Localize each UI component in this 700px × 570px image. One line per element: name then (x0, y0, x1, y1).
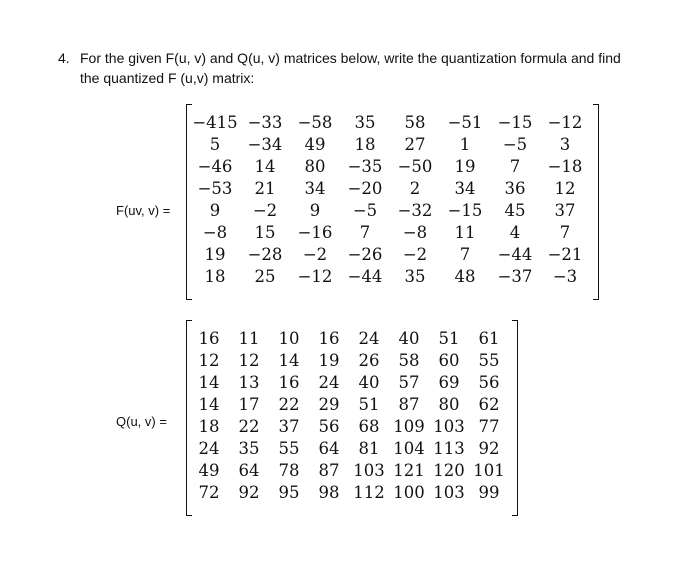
q-matrix-cell: 68 (358, 417, 380, 436)
f-matrix-cell: −12 (297, 267, 333, 286)
q-matrix-cell: 51 (438, 329, 460, 348)
q-matrix-cell: 92 (478, 439, 500, 458)
f-matrix-cell: −15 (497, 113, 533, 132)
f-matrix-row (186, 178, 599, 199)
f-matrix-cell: −44 (347, 267, 383, 286)
q-matrix-cell: 24 (198, 439, 220, 458)
q-matrix-cell: 81 (358, 439, 380, 458)
f-matrix-cell: −3 (552, 267, 578, 286)
q-matrix-cell: 16 (198, 329, 220, 348)
f-matrix-cell: 80 (304, 157, 326, 176)
f-matrix-label: F(uv, v) = (116, 203, 171, 218)
q-matrix-cell: 10 (278, 329, 300, 348)
f-matrix-cell: 4 (509, 223, 521, 242)
f-matrix-cell: 18 (204, 267, 226, 286)
f-matrix-cell: −44 (497, 245, 533, 264)
f-matrix-cell: 2 (409, 179, 421, 198)
q-matrix-cell: 16 (318, 329, 340, 348)
f-matrix-cell: 15 (254, 223, 276, 242)
f-matrix-cell: 5 (209, 135, 221, 154)
f-matrix-row (186, 200, 599, 221)
q-matrix-row (186, 416, 518, 437)
f-matrix-cell: −5 (502, 135, 528, 154)
q-matrix-cell: 16 (278, 373, 300, 392)
f-matrix-row (186, 156, 599, 177)
f-matrix-row (186, 244, 599, 265)
q-matrix-row (186, 394, 518, 415)
f-matrix-cell: 1 (459, 135, 471, 154)
f-matrix-cell: 35 (354, 113, 376, 132)
f-matrix-cell: −46 (197, 157, 233, 176)
q-matrix-cell: 40 (398, 329, 420, 348)
q-matrix-cell: 19 (318, 351, 340, 370)
f-matrix-cell: 36 (504, 179, 526, 198)
q-matrix-cell: 14 (198, 395, 220, 414)
f-matrix-cell: −50 (397, 157, 433, 176)
q-matrix-cell: 14 (278, 351, 300, 370)
q-matrix-cell: 72 (198, 483, 220, 502)
f-matrix-cell: −8 (202, 223, 228, 242)
q-matrix-cell: 92 (238, 483, 260, 502)
q-matrix-cell: 64 (318, 439, 340, 458)
q-matrix-cell: 11 (238, 329, 260, 348)
f-matrix-cell: 35 (404, 267, 426, 286)
q-matrix-cell: 35 (238, 439, 260, 458)
q-matrix-cell: 121 (393, 461, 425, 480)
q-matrix-cell: 49 (198, 461, 220, 480)
q-matrix-cell: 18 (198, 417, 220, 436)
f-matrix-cell: 11 (454, 223, 476, 242)
f-matrix-row (186, 222, 599, 243)
f-matrix-cell: 25 (254, 267, 276, 286)
question-text-line-1: For the given F(u, v) and Q(u, v) matrices below, write the quantization formula and find (80, 50, 621, 66)
question-number: 4. (58, 50, 70, 66)
f-matrix-cell: −21 (547, 245, 583, 264)
q-matrix-label: Q(u, v) = (116, 414, 167, 429)
q-matrix-cell: 37 (278, 417, 300, 436)
f-matrix-cell: −18 (547, 157, 583, 176)
q-matrix-cell: 87 (318, 461, 340, 480)
q-matrix-cell: 100 (393, 483, 425, 502)
q-matrix-cell: 113 (433, 439, 465, 458)
q-matrix-cell: 60 (438, 351, 460, 370)
f-matrix (186, 104, 599, 300)
f-matrix-cell: 7 (459, 245, 471, 264)
q-matrix-cell: 40 (358, 373, 380, 392)
q-matrix-cell: 99 (478, 483, 500, 502)
f-matrix-cell: −2 (402, 245, 428, 264)
q-matrix-cell: 87 (398, 395, 420, 414)
q-matrix-cell: 22 (238, 417, 260, 436)
q-matrix-cell: 12 (198, 351, 220, 370)
f-matrix-cell: 9 (309, 201, 321, 220)
f-matrix-cell: −2 (302, 245, 328, 264)
q-matrix-cell: 58 (398, 351, 420, 370)
f-matrix-cell: −35 (347, 157, 383, 176)
q-matrix-cell: 56 (318, 417, 340, 436)
q-matrix-cell: 26 (358, 351, 380, 370)
q-matrix-cell: 78 (278, 461, 300, 480)
f-matrix-cell: 34 (454, 179, 476, 198)
q-matrix-cell: 95 (278, 483, 300, 502)
q-matrix-cell: 112 (353, 483, 385, 502)
f-matrix-cell: 9 (209, 201, 221, 220)
q-matrix-cell: 77 (478, 417, 500, 436)
question-text-line-2: the quantized F (u,v) matrix: (80, 70, 255, 86)
f-matrix-cell: −58 (297, 113, 333, 132)
q-matrix-cell: 109 (393, 417, 425, 436)
f-matrix-cell: −33 (247, 113, 283, 132)
q-matrix-cell: 101 (473, 461, 505, 480)
f-matrix-cell: 27 (404, 135, 426, 154)
f-matrix-cell: 37 (554, 201, 576, 220)
q-matrix-row (186, 372, 518, 393)
f-matrix-cell: 19 (454, 157, 476, 176)
q-matrix-cell: 62 (478, 395, 500, 414)
q-matrix-cell: 51 (358, 395, 380, 414)
f-matrix-cell: 49 (304, 135, 326, 154)
f-matrix-cell: 21 (254, 179, 276, 198)
f-matrix-cell: 18 (354, 135, 376, 154)
f-matrix-cell: −53 (197, 179, 233, 198)
q-matrix-cell: 17 (238, 395, 260, 414)
q-matrix-cell: 14 (198, 373, 220, 392)
f-matrix-cell: −5 (352, 201, 378, 220)
q-matrix-cell: 24 (318, 373, 340, 392)
q-matrix-cell: 103 (433, 483, 465, 502)
f-matrix-row (186, 266, 599, 287)
f-matrix-cell: 7 (509, 157, 521, 176)
q-matrix-cell: 103 (353, 461, 385, 480)
q-matrix-cell: 103 (433, 417, 465, 436)
f-matrix-cell: −415 (192, 113, 238, 132)
f-matrix-cell: −20 (347, 179, 383, 198)
q-matrix-cell: 56 (478, 373, 500, 392)
f-matrix-cell: 48 (454, 267, 476, 286)
q-matrix-cell: 22 (278, 395, 300, 414)
f-matrix-cell: 7 (359, 223, 371, 242)
f-matrix-cell: −28 (247, 245, 283, 264)
f-matrix-row (186, 134, 599, 155)
f-matrix-cell: −2 (252, 201, 278, 220)
q-matrix-row (186, 438, 518, 459)
q-matrix-cell: 13 (238, 373, 260, 392)
f-matrix-cell: 3 (559, 135, 571, 154)
q-matrix-cell: 64 (238, 461, 260, 480)
f-matrix-cell: 34 (304, 179, 326, 198)
q-matrix-cell: 57 (398, 373, 420, 392)
f-matrix-cell: −34 (247, 135, 283, 154)
f-matrix-cell: 58 (404, 113, 426, 132)
f-matrix-cell: 12 (554, 179, 576, 198)
q-matrix-cell: 120 (433, 461, 465, 480)
f-matrix-cell: 7 (559, 223, 571, 242)
q-matrix-cell: 12 (238, 351, 260, 370)
f-matrix-cell: 19 (204, 245, 226, 264)
f-matrix-cell: −37 (497, 267, 533, 286)
q-matrix-cell: 24 (358, 329, 380, 348)
f-matrix-cell: −15 (447, 201, 483, 220)
q-matrix-row (186, 328, 518, 349)
q-matrix-row (186, 482, 518, 503)
f-matrix-cell: −12 (547, 113, 583, 132)
q-matrix-row (186, 350, 518, 371)
q-matrix-cell: 55 (478, 351, 500, 370)
f-matrix-cell: −51 (447, 113, 483, 132)
q-matrix-cell: 104 (393, 439, 425, 458)
f-matrix-cell: −8 (402, 223, 428, 242)
f-matrix-cell: −32 (397, 201, 433, 220)
q-matrix-cell: 29 (318, 395, 340, 414)
f-matrix-cell: −26 (347, 245, 383, 264)
f-matrix-cell: 45 (504, 201, 526, 220)
q-matrix-cell: 61 (478, 329, 500, 348)
f-matrix-row (186, 112, 599, 133)
f-matrix-cell: 14 (254, 157, 276, 176)
q-matrix (186, 320, 518, 516)
f-matrix-cell: −16 (297, 223, 333, 242)
q-matrix-cell: 98 (318, 483, 340, 502)
q-matrix-cell: 80 (438, 395, 460, 414)
q-matrix-cell: 69 (438, 373, 460, 392)
q-matrix-row (186, 460, 518, 481)
q-matrix-cell: 55 (278, 439, 300, 458)
